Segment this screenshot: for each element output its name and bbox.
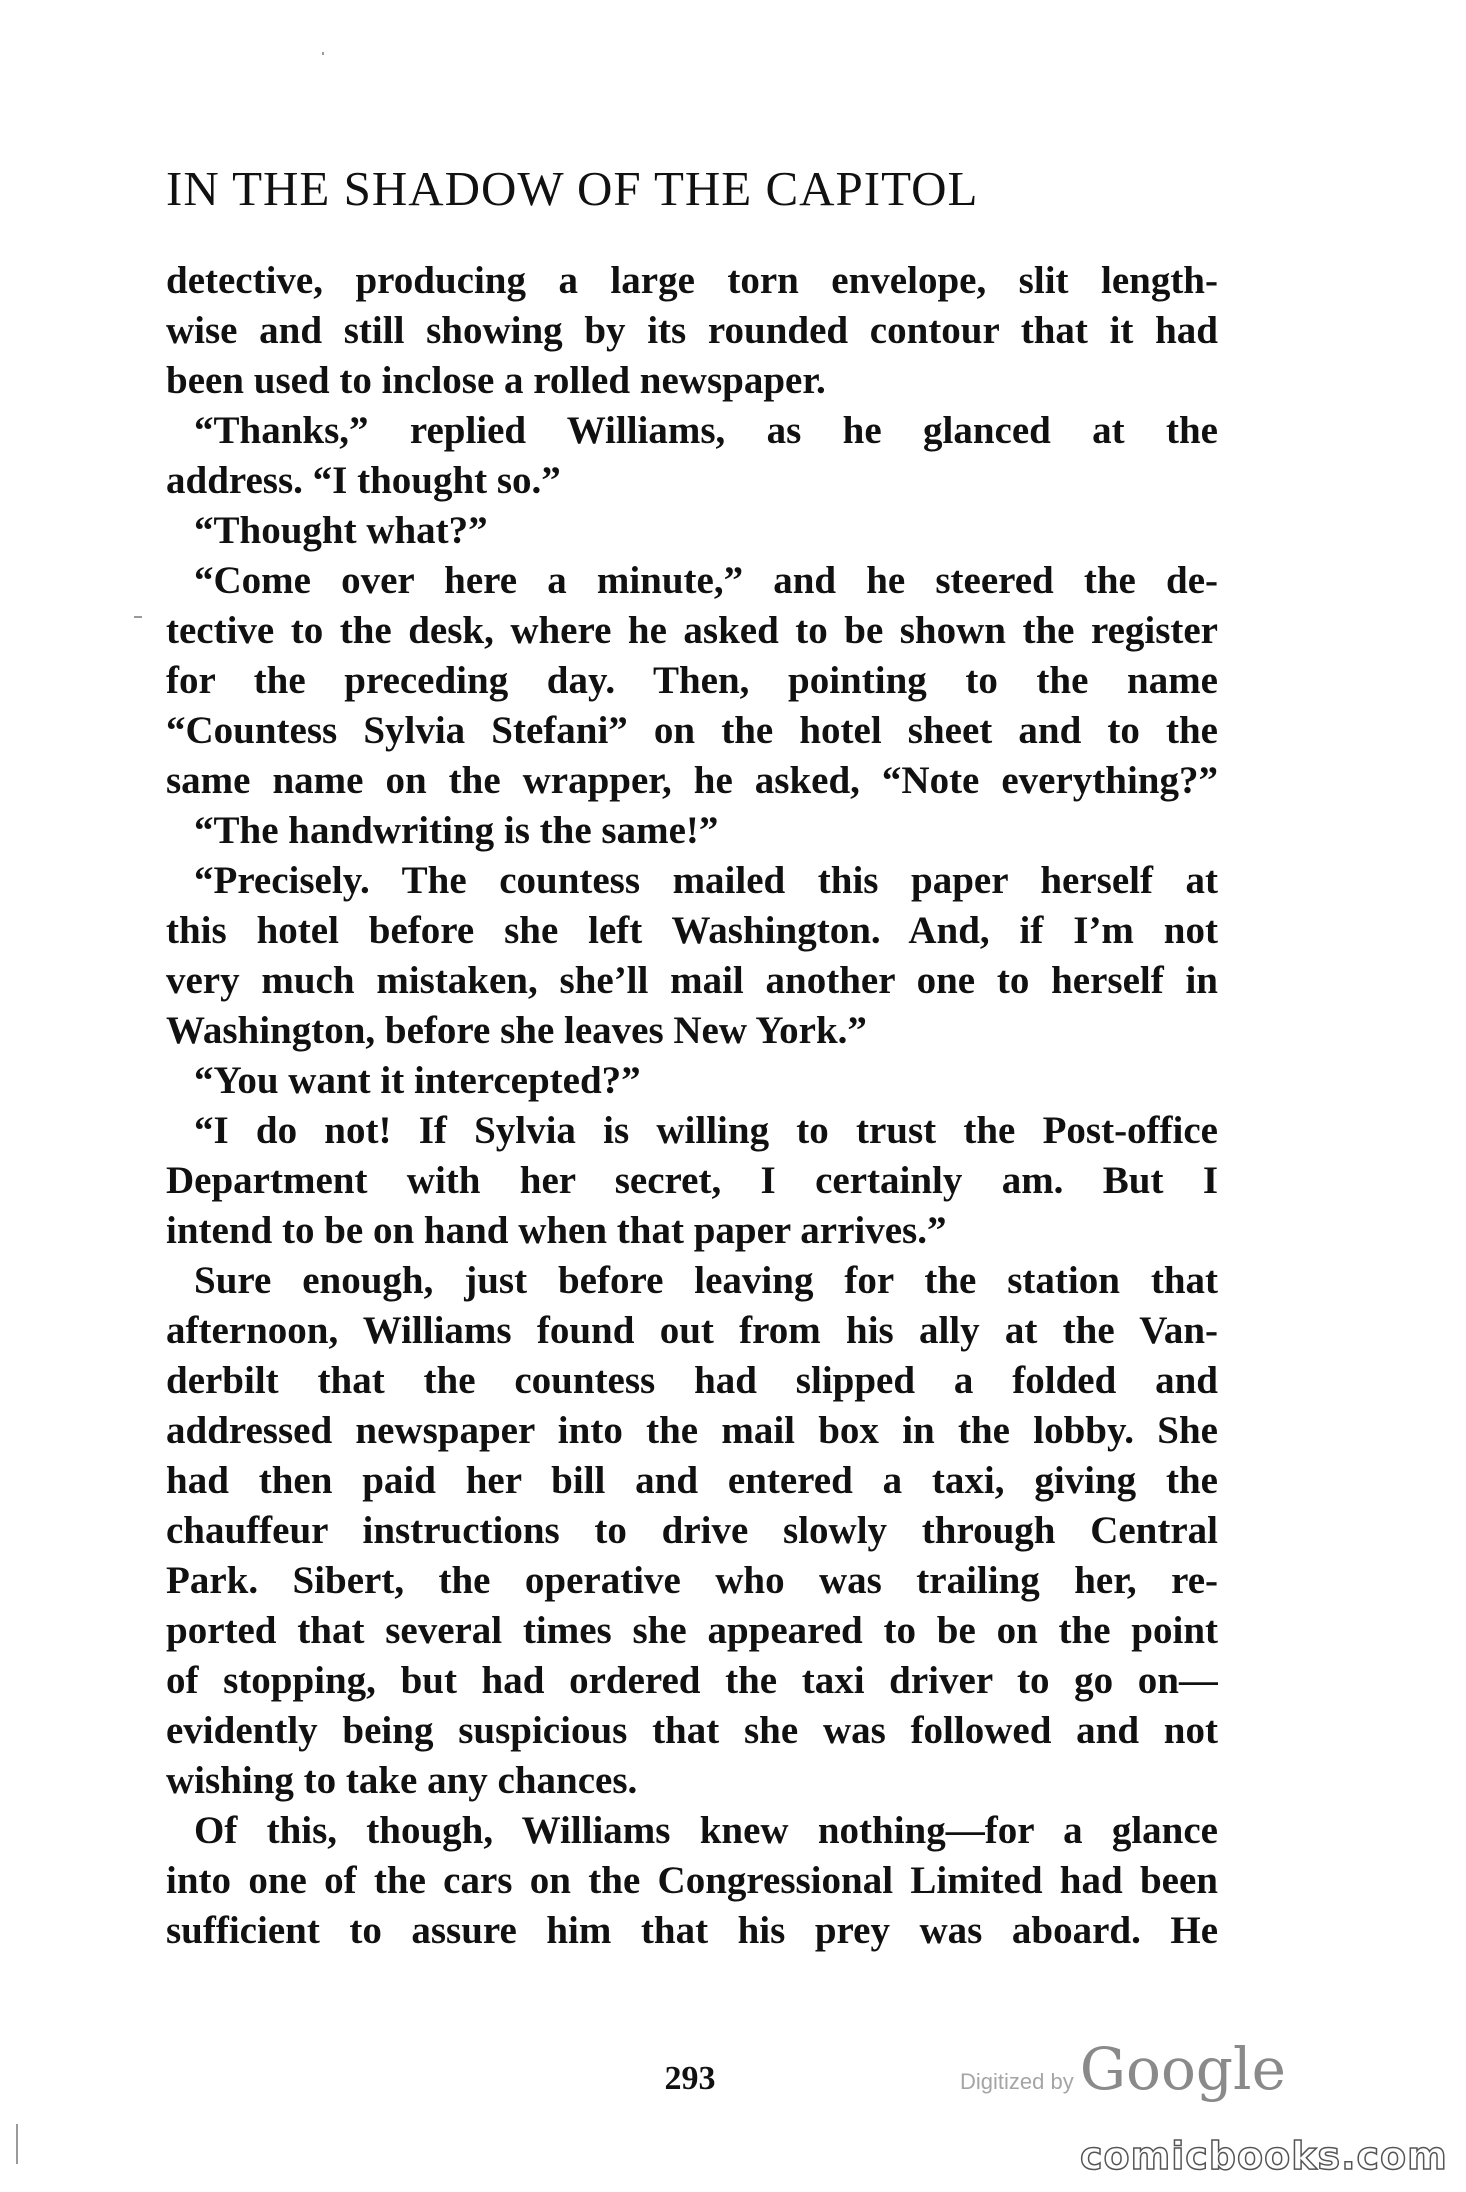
text-line: same name on the wrapper, he asked, “Note everything?” — [166, 759, 1218, 802]
text-line: Washington, before she leaves New York.” — [166, 1009, 867, 1052]
text-line: derbilt that the countess had slipped a folded and — [166, 1359, 1218, 1402]
digitized-by-google-mark — [960, 2035, 1286, 2103]
text-line: “You want it intercepted?” — [194, 1059, 641, 1102]
text-line: ported that several times she appeared to be on the point — [166, 1609, 1218, 1652]
scan-speck — [134, 616, 142, 618]
text-line: Sure enough, just before leaving for the station that — [194, 1259, 1218, 1302]
text-line: wishing to take any chances. — [166, 1759, 638, 1802]
site-watermark: comicbooks.com — [1080, 2134, 1448, 2178]
text-line: afternoon, Williams found out from his ally at the Van- — [166, 1309, 1218, 1352]
text-line: address. “I thought so.” — [166, 459, 561, 502]
text-line: been used to inclose a rolled newspaper. — [166, 359, 826, 402]
text-line: sufficient to assure him that his prey was aboard. He — [166, 1909, 1218, 1952]
text-line: intend to be on hand when that paper arrives.” — [166, 1209, 947, 1252]
running-head: IN THE SHADOW OF THE CAPITOL — [166, 161, 979, 216]
page-number: 293 — [664, 2060, 716, 2097]
text-line: Department with her secret, I certainly am. But I — [166, 1159, 1218, 1202]
text-line: “I do not! If Sylvia is willing to trust the Post-office — [194, 1109, 1218, 1152]
text-line: “Thanks,” replied Williams, as he glanced at the — [194, 409, 1218, 452]
text-line: tective to the desk, where he asked to be shown the register — [166, 609, 1218, 652]
text-line: “Countess Sylvia Stefani” on the hotel sheet and to the — [166, 709, 1218, 752]
text-line: addressed newspaper into the mail box in the lobby. She — [166, 1409, 1218, 1452]
text-line: “Thought what?” — [194, 509, 488, 552]
text-line: Of this, though, Williams knew nothing—for a glance — [194, 1809, 1218, 1852]
text-line: wise and still showing by its rounded contour that it had — [166, 309, 1218, 352]
text-line: into one of the cars on the Congressional Limited had been — [166, 1859, 1218, 1902]
text-line: had then paid her bill and entered a taxi, giving the — [166, 1459, 1218, 1502]
text-line: “The handwriting is the same!” — [194, 809, 719, 852]
text-line: “Precisely. The countess mailed this paper herself at — [194, 859, 1218, 902]
digitized-by-label: Digitized by — [960, 2069, 1074, 2094]
scan-edge-mark — [16, 2124, 18, 2164]
text-line: detective, producing a large torn envelope, slit length- — [166, 259, 1218, 302]
text-line: chauffeur instructions to drive slowly through Central — [166, 1509, 1218, 1552]
scan-speck — [322, 52, 324, 55]
text-line: this hotel before she left Washington. And, if I’m not — [166, 909, 1218, 952]
body-text — [166, 256, 1218, 1956]
text-line: for the preceding day. Then, pointing to the name — [166, 659, 1218, 702]
text-line: Park. Sibert, the operative who was trailing her, re- — [166, 1559, 1218, 1602]
google-logo: Google — [1079, 2035, 1286, 2103]
text-line: “Come over here a minute,” and he steered the de- — [194, 559, 1218, 602]
text-line: of stopping, but had ordered the taxi driver to go on— — [166, 1659, 1218, 1702]
text-line: evidently being suspicious that she was followed and not — [166, 1709, 1218, 1752]
text-line: very much mistaken, she’ll mail another one to herself in — [166, 959, 1218, 1002]
